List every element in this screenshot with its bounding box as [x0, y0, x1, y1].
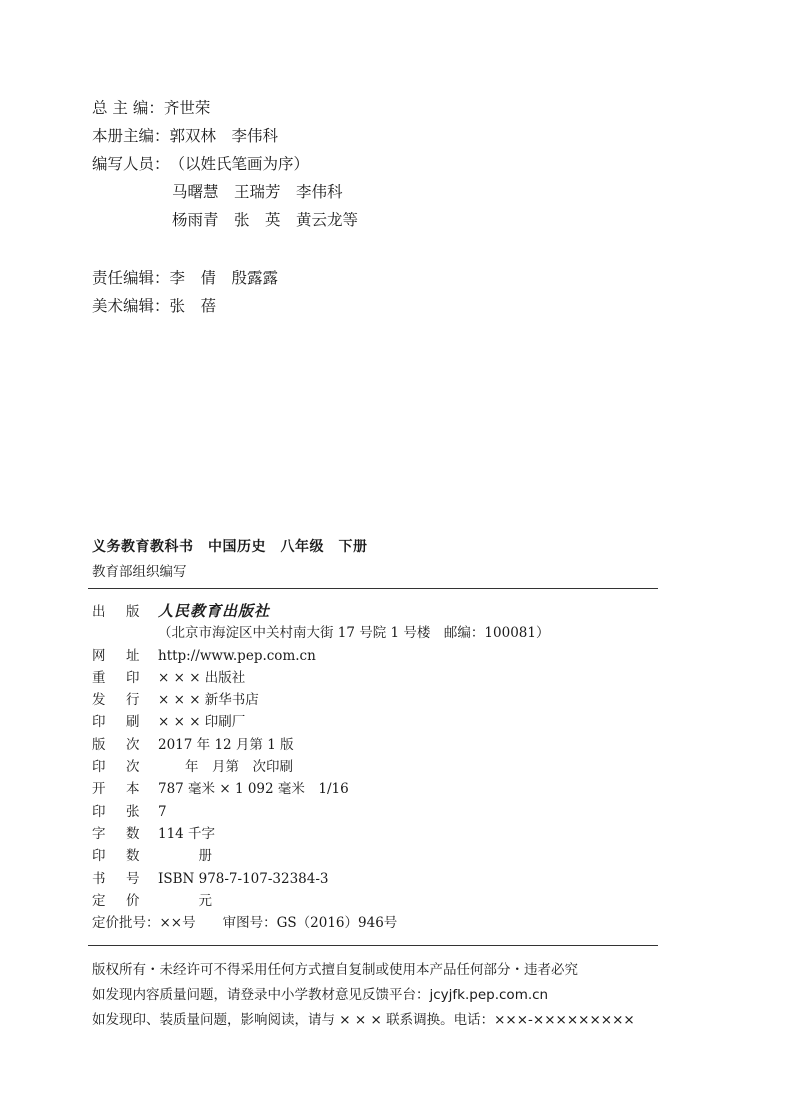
book-compiler: 教育部组织编写 [92, 564, 187, 580]
art-editor-label: 美术编辑： [92, 297, 170, 315]
website-value: http://www.pep.com.cn [158, 647, 316, 664]
distribution-key-1: 发 [92, 692, 106, 709]
impression-value: 年 月第 次印刷 [158, 759, 293, 776]
writers-names-2: 杨雨青 张 英 黄云龙等 [172, 211, 359, 229]
format-key-2: 本 [126, 781, 140, 798]
isbn-key-2: 号 [126, 870, 140, 887]
printing-value: × × × 印刷厂 [158, 714, 246, 731]
price-key-1: 定 [92, 892, 106, 909]
isbn-row [92, 868, 549, 890]
sheets-key-2: 张 [126, 803, 140, 820]
reprint-key-2: 印 [126, 669, 140, 686]
impression-row [92, 756, 549, 778]
publication-info [92, 600, 549, 934]
sheets-row [92, 801, 549, 823]
website-key-1: 网 [92, 647, 106, 664]
address-row: （北京市海淀区中关村南大街 17 号院 1 号楼 邮编：100081） [158, 625, 550, 642]
footer-notices [92, 958, 635, 1033]
art-editor-name: 张 蓓 [169, 297, 217, 315]
responsible-editor-line [92, 264, 358, 292]
edition-row [92, 734, 549, 756]
word-count-value: 114 千字 [158, 825, 216, 842]
print-run-key-1: 印 [92, 848, 106, 865]
volume-editor-label: 本册主编： [92, 127, 170, 145]
reprint-row [92, 667, 549, 689]
defects-notice: 如发现印、装质量问题，影响阅读，请与 × × × 联系调换。电话：×××-××××××××× [92, 1012, 635, 1028]
price-value: 元 [158, 892, 212, 909]
publisher-row [92, 600, 549, 622]
feedback-notice: 如发现内容质量问题，请登录中小学教材意见反馈平台：jcyjfk.pep.com.cn [92, 987, 549, 1003]
writers-note: （以姓氏笔画为序） [169, 155, 310, 173]
copyright-notice: 版权所有・未经许可不得采用任何方式擅自复制或使用本产品任何部分・违者必究 [92, 962, 578, 978]
isbn-value: ISBN 978-7-107-32384-3 [158, 870, 329, 887]
website-key-2: 址 [126, 647, 140, 664]
reprint-key-1: 重 [92, 669, 106, 686]
publisher-key-1: 出 [92, 604, 106, 620]
divider-top [88, 588, 658, 589]
writers-label: 编写人员： [92, 155, 170, 173]
word-count-key-1: 字 [92, 825, 106, 842]
volume-editor-names: 郭双林 李伟科 [169, 127, 279, 145]
price-key-2: 价 [126, 892, 140, 909]
printing-key-1: 印 [92, 714, 106, 731]
editorial-credits [92, 94, 358, 320]
format-row [92, 778, 549, 800]
word-count-key-2: 数 [126, 825, 140, 842]
edition-key-1: 版 [92, 736, 106, 753]
writers-line [92, 150, 358, 178]
distribution-row [92, 689, 549, 711]
publisher-logo: 人民教育出版社 [158, 602, 271, 620]
publisher-key-2: 版 [126, 604, 140, 620]
format-value: 787 毫米 × 1 092 毫米 1/16 [158, 781, 349, 798]
chief-editor-line [92, 94, 358, 122]
responsible-editor-label: 责任编辑： [92, 269, 170, 287]
art-editor-line [92, 292, 358, 320]
isbn-key-1: 书 [92, 870, 106, 887]
format-key-1: 开 [92, 781, 106, 798]
print-run-value: 册 [158, 848, 212, 865]
book-title: 义务教育教科书 中国历史 八年级 下册 [92, 539, 368, 555]
sheets-key-1: 印 [92, 803, 106, 820]
distribution-key-2: 行 [126, 692, 140, 709]
impression-key-1: 印 [92, 759, 106, 776]
responsible-editor-names: 李 倩 殷露露 [169, 269, 279, 287]
approval-row: 定价批号：××号 审图号：GS（2016）946号 [92, 915, 398, 932]
volume-editor-line [92, 122, 358, 150]
distribution-value: × × × 新华书店 [158, 692, 259, 709]
website-row [92, 645, 549, 667]
price-row [92, 890, 549, 912]
printing-key-2: 刷 [126, 714, 140, 731]
divider-bottom [88, 945, 658, 946]
impression-key-2: 次 [126, 759, 140, 776]
writers-names-1: 马曙慧 王瑞芳 李伟科 [172, 183, 343, 201]
reprint-value: × × × 出版社 [158, 669, 246, 686]
print-run-key-2: 数 [126, 848, 140, 865]
chief-editor-label: 总 主 编： [92, 99, 164, 117]
sheets-value: 7 [158, 803, 167, 820]
edition-key-2: 次 [126, 736, 140, 753]
edition-value: 2017 年 12 月第 1 版 [158, 736, 294, 753]
chief-editor-name: 齐世荣 [163, 99, 211, 117]
word-count-row [92, 823, 549, 845]
printing-row [92, 711, 549, 733]
print-run-row [92, 845, 549, 867]
